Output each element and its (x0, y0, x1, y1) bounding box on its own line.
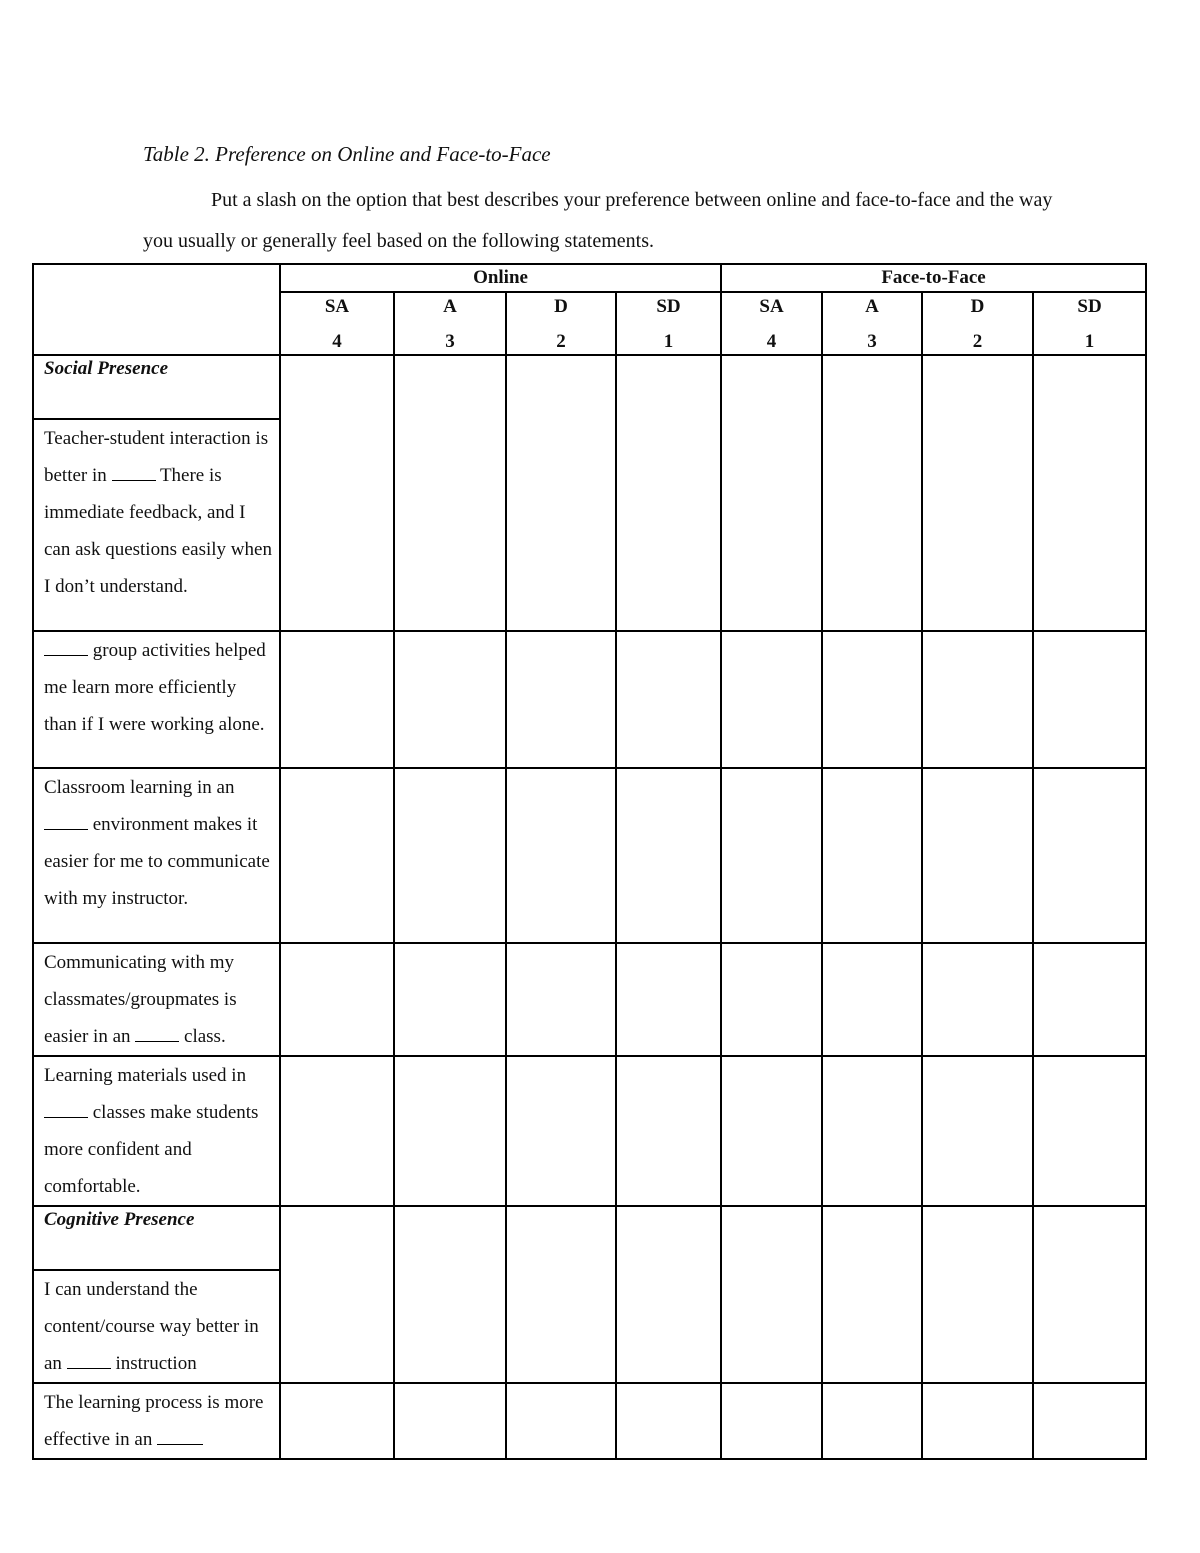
online-scale-header (506, 292, 616, 355)
statement-text: classes make students more confident and comfortable. (44, 1102, 259, 1197)
fill-in-blank (44, 638, 88, 656)
section-statement-cell (33, 355, 280, 631)
face-to-face-rating-cell[interactable] (1033, 631, 1146, 768)
fill-in-blank (112, 463, 156, 481)
statement-text: There is immediate feedback, and I can ask questions easily when I don’t understand. (44, 465, 272, 597)
statement (34, 420, 279, 605)
scale-abbreviation: D (554, 296, 568, 317)
online-rating-cell[interactable] (616, 1056, 721, 1206)
face-to-face-rating-cell[interactable] (721, 768, 822, 943)
online-rating-cell[interactable] (394, 1383, 506, 1459)
instructions-paragraph: Put a slash on the option that best describes your preference between online and face-to-face and the way you usually or generally feel based on the following statements. (143, 189, 1053, 252)
face-to-face-rating-cell[interactable] (721, 355, 822, 631)
fill-in-blank (157, 1427, 203, 1445)
online-rating-cell[interactable] (280, 1056, 394, 1206)
online-rating-cell[interactable] (616, 355, 721, 631)
statement (33, 631, 280, 768)
header-corner-cell (33, 264, 280, 355)
statement-text: instruction (110, 1353, 197, 1374)
online-rating-cell[interactable] (394, 631, 506, 768)
online-rating-cell[interactable] (280, 355, 394, 631)
scale-value: 2 (972, 331, 983, 352)
online-scale-header (280, 292, 394, 355)
statement (33, 1056, 280, 1206)
face-to-face-rating-cell[interactable] (721, 1383, 822, 1459)
statement-row (33, 355, 1146, 631)
scale-value: 3 (867, 331, 877, 352)
statement-text: Teacher-student interaction is better in (44, 428, 269, 486)
statement (34, 1271, 279, 1382)
statement-text: The learning process is more effective in an (44, 1392, 264, 1450)
statement-text: class. (179, 1026, 226, 1047)
statement-text: I can understand the content/course way better in an (44, 1279, 259, 1374)
face-to-face-rating-cell[interactable] (822, 1056, 922, 1206)
face-to-face-rating-cell[interactable] (822, 631, 922, 768)
face-to-face-rating-cell[interactable] (1033, 943, 1146, 1056)
statement-row (33, 1383, 1146, 1459)
online-rating-cell[interactable] (616, 1383, 721, 1459)
face-to-face-rating-cell[interactable] (922, 943, 1033, 1056)
statement-row (33, 631, 1146, 768)
scale-abbreviation: A (443, 296, 457, 317)
online-rating-cell[interactable] (280, 1383, 394, 1459)
face-to-face-rating-cell[interactable] (1033, 1206, 1146, 1383)
online-rating-cell[interactable] (506, 1206, 616, 1383)
face-to-face-group-header: Face-to-Face (721, 264, 1146, 292)
section-title: Cognitive Presence (34, 1207, 279, 1271)
scale-value: 1 (1084, 331, 1095, 352)
online-rating-cell[interactable] (616, 631, 721, 768)
fill-in-blank (135, 1024, 179, 1042)
online-rating-cell[interactable] (616, 768, 721, 943)
scale-value: 2 (556, 331, 566, 352)
face-to-face-rating-cell[interactable] (922, 631, 1033, 768)
face-to-face-rating-cell[interactable] (721, 631, 822, 768)
fill-in-blank (44, 812, 88, 830)
face-to-face-rating-cell[interactable] (922, 355, 1033, 631)
statement-row (33, 768, 1146, 943)
statement-text: Learning materials used in (44, 1065, 247, 1086)
section-statement-cell (33, 1206, 280, 1383)
online-rating-cell[interactable] (506, 768, 616, 943)
online-rating-cell[interactable] (280, 768, 394, 943)
face-to-face-rating-cell[interactable] (922, 1056, 1033, 1206)
online-rating-cell[interactable] (280, 943, 394, 1056)
statement (33, 768, 280, 943)
face-to-face-rating-cell[interactable] (1033, 1383, 1146, 1459)
online-rating-cell[interactable] (616, 1206, 721, 1383)
online-rating-cell[interactable] (616, 943, 721, 1056)
face-to-face-rating-cell[interactable] (721, 1206, 822, 1383)
face-to-face-rating-cell[interactable] (822, 1383, 922, 1459)
table-caption: Table 2. Preference on Online and Face-to-Face (143, 142, 551, 166)
scale-abbreviation: SD (656, 296, 681, 317)
online-rating-cell[interactable] (394, 768, 506, 943)
scale-abbreviation: SD (1077, 296, 1102, 317)
online-rating-cell[interactable] (506, 355, 616, 631)
online-rating-cell[interactable] (394, 1206, 506, 1383)
face-to-face-rating-cell[interactable] (822, 355, 922, 631)
face-to-face-rating-cell[interactable] (721, 943, 822, 1056)
face-to-face-rating-cell[interactable] (1033, 1056, 1146, 1206)
fill-in-blank (44, 1100, 88, 1118)
online-rating-cell[interactable] (506, 1056, 616, 1206)
scale-abbreviation: SA (759, 296, 784, 317)
face-to-face-rating-cell[interactable] (1033, 768, 1146, 943)
scale-abbreviation: A (865, 296, 879, 317)
statement-text: environment makes it easier for me to communicate with my instructor. (44, 814, 270, 909)
statement-row (33, 1056, 1146, 1206)
online-rating-cell[interactable] (506, 1383, 616, 1459)
face-to-face-rating-cell[interactable] (822, 943, 922, 1056)
scale-abbreviation: SA (324, 296, 350, 317)
scale-value: 4 (332, 331, 342, 352)
face-to-face-scale-header (721, 292, 822, 355)
online-rating-cell[interactable] (394, 1056, 506, 1206)
online-group-header: Online (280, 264, 721, 292)
scale-value: 3 (445, 331, 455, 352)
online-rating-cell[interactable] (280, 631, 394, 768)
face-to-face-rating-cell[interactable] (922, 1206, 1033, 1383)
face-to-face-rating-cell[interactable] (922, 768, 1033, 943)
face-to-face-scale-header (1033, 292, 1146, 355)
face-to-face-rating-cell[interactable] (822, 1206, 922, 1383)
online-rating-cell[interactable] (506, 631, 616, 768)
statement-row (33, 943, 1146, 1056)
face-to-face-rating-cell[interactable] (822, 768, 922, 943)
statement-row (33, 1206, 1146, 1383)
statement (33, 943, 280, 1056)
preference-table (32, 263, 1147, 1460)
face-to-face-scale-header (922, 292, 1033, 355)
scale-value: 1 (663, 331, 674, 352)
online-rating-cell[interactable] (394, 355, 506, 631)
online-rating-cell[interactable] (394, 943, 506, 1056)
face-to-face-rating-cell[interactable] (721, 1056, 822, 1206)
statement-text: Communicating with my classmates/groupmates is easier in an (44, 952, 237, 1047)
face-to-face-rating-cell[interactable] (922, 1383, 1033, 1459)
statement-text: group activities helped me learn more efficiently than if I were working alone. (44, 640, 266, 735)
face-to-face-scale-header (822, 292, 922, 355)
section-title: Social Presence (34, 356, 279, 420)
statement-text: Classroom learning in an (44, 777, 235, 798)
online-rating-cell[interactable] (280, 1206, 394, 1383)
online-rating-cell[interactable] (506, 943, 616, 1056)
fill-in-blank (67, 1351, 111, 1369)
statement (33, 1383, 280, 1459)
scale-abbreviation: D (970, 296, 985, 317)
online-scale-header (394, 292, 506, 355)
scale-value: 4 (766, 331, 777, 352)
online-scale-header (616, 292, 721, 355)
face-to-face-rating-cell[interactable] (1033, 355, 1146, 631)
